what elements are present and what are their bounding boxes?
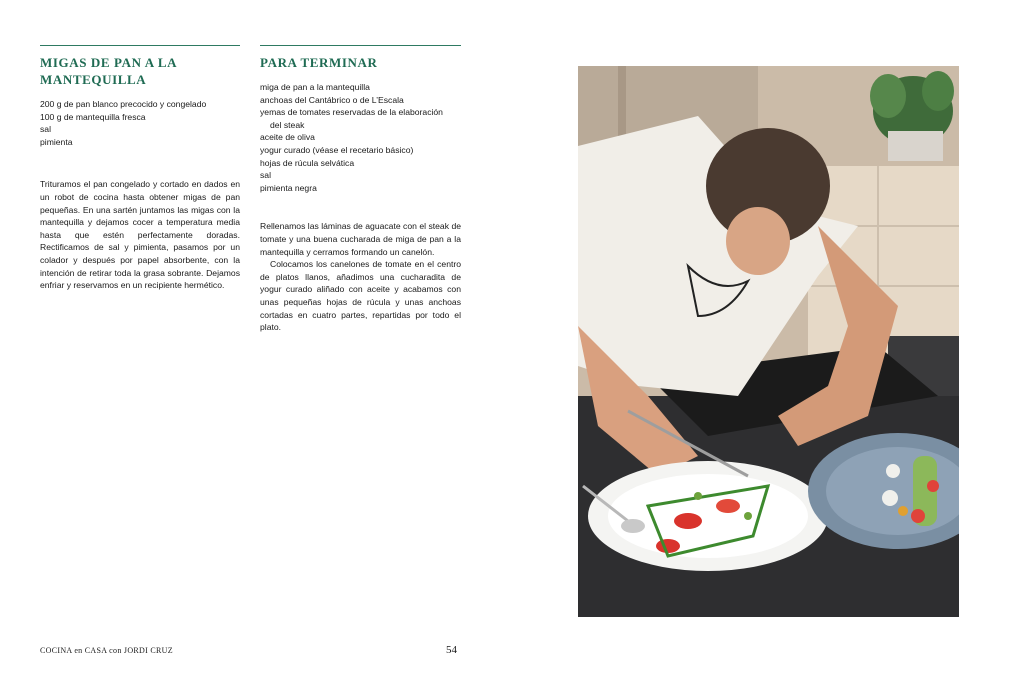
- ingredient-item: pimienta negra: [260, 182, 317, 193]
- ingredient-item: sal: [40, 124, 51, 135]
- page-number: 54: [446, 644, 457, 656]
- ingredient-item: yogur curado (véase el recetario básico): [260, 144, 414, 155]
- middle-column: [260, 45, 461, 334]
- method-paragraph-1: Rellenamos las láminas de aguacate con el steak de tomate y una buena cucharada de miga de pan a la mantequilla y cerramos formando un canelón.: [260, 221, 461, 257]
- chef-plating-photo: [578, 66, 959, 617]
- ingredient-item: miga de pan a la mantequilla: [260, 82, 370, 92]
- ingredient-item: 200 g de pan blanco precocido y congelado: [40, 99, 207, 109]
- method-paragraph-2: Colocamos los canelones de tomate en el centro de platos llanos, añadimos una cucharadita de yogur curado aliñado con aceite y acabamos con unas pequeñas hojas de rúcula y unas anchoas cortadas en cuatro partes, repartidas por todo el plato.: [260, 259, 461, 333]
- ingredient-list-terminar: [260, 81, 461, 194]
- section-title-terminar: PARA TERMINAR: [260, 55, 378, 70]
- ingredient-list-migas: [40, 98, 240, 148]
- ingredient-item: hojas de rúcula selvática: [260, 157, 355, 168]
- ingredient-item: sal: [260, 170, 271, 181]
- ingredient-item: pimienta: [40, 136, 73, 147]
- section-rule: [40, 45, 240, 46]
- book-title: COCINA en CASA con JORDI CRUZ: [40, 646, 173, 655]
- section-title-migas: MIGAS DE PAN A LA MANTEQUILLA: [40, 55, 177, 87]
- ingredient-item: del steak: [270, 119, 305, 130]
- ingredient-item: anchoas del Cantábrico o de L’Escala: [260, 94, 404, 105]
- ingredient-item: aceite de oliva: [260, 132, 315, 143]
- ingredient-item: yemas de tomates reservadas de la elaboración: [260, 107, 443, 118]
- method-paragraph-migas: Trituramos el pan congelado y cortado en dados en un robot de cocina hasta obtener migas de pan pequeñas. En una sartén juntamos las migas con la mantequilla y dejamos cocer a temperatura media hasta que estén perfectamente doradas. Rectificamos de sal y pimienta, pasamos por un colador y después por papel absorbente, con la intención de retirar toda la grasa sobrante. Dejamos enfriar y reservamos en un recipiente hermético.: [40, 179, 240, 291]
- ingredient-item: 100 g de mantequilla fresca: [40, 111, 146, 122]
- section-rule: [260, 45, 461, 46]
- left-column: [40, 45, 240, 292]
